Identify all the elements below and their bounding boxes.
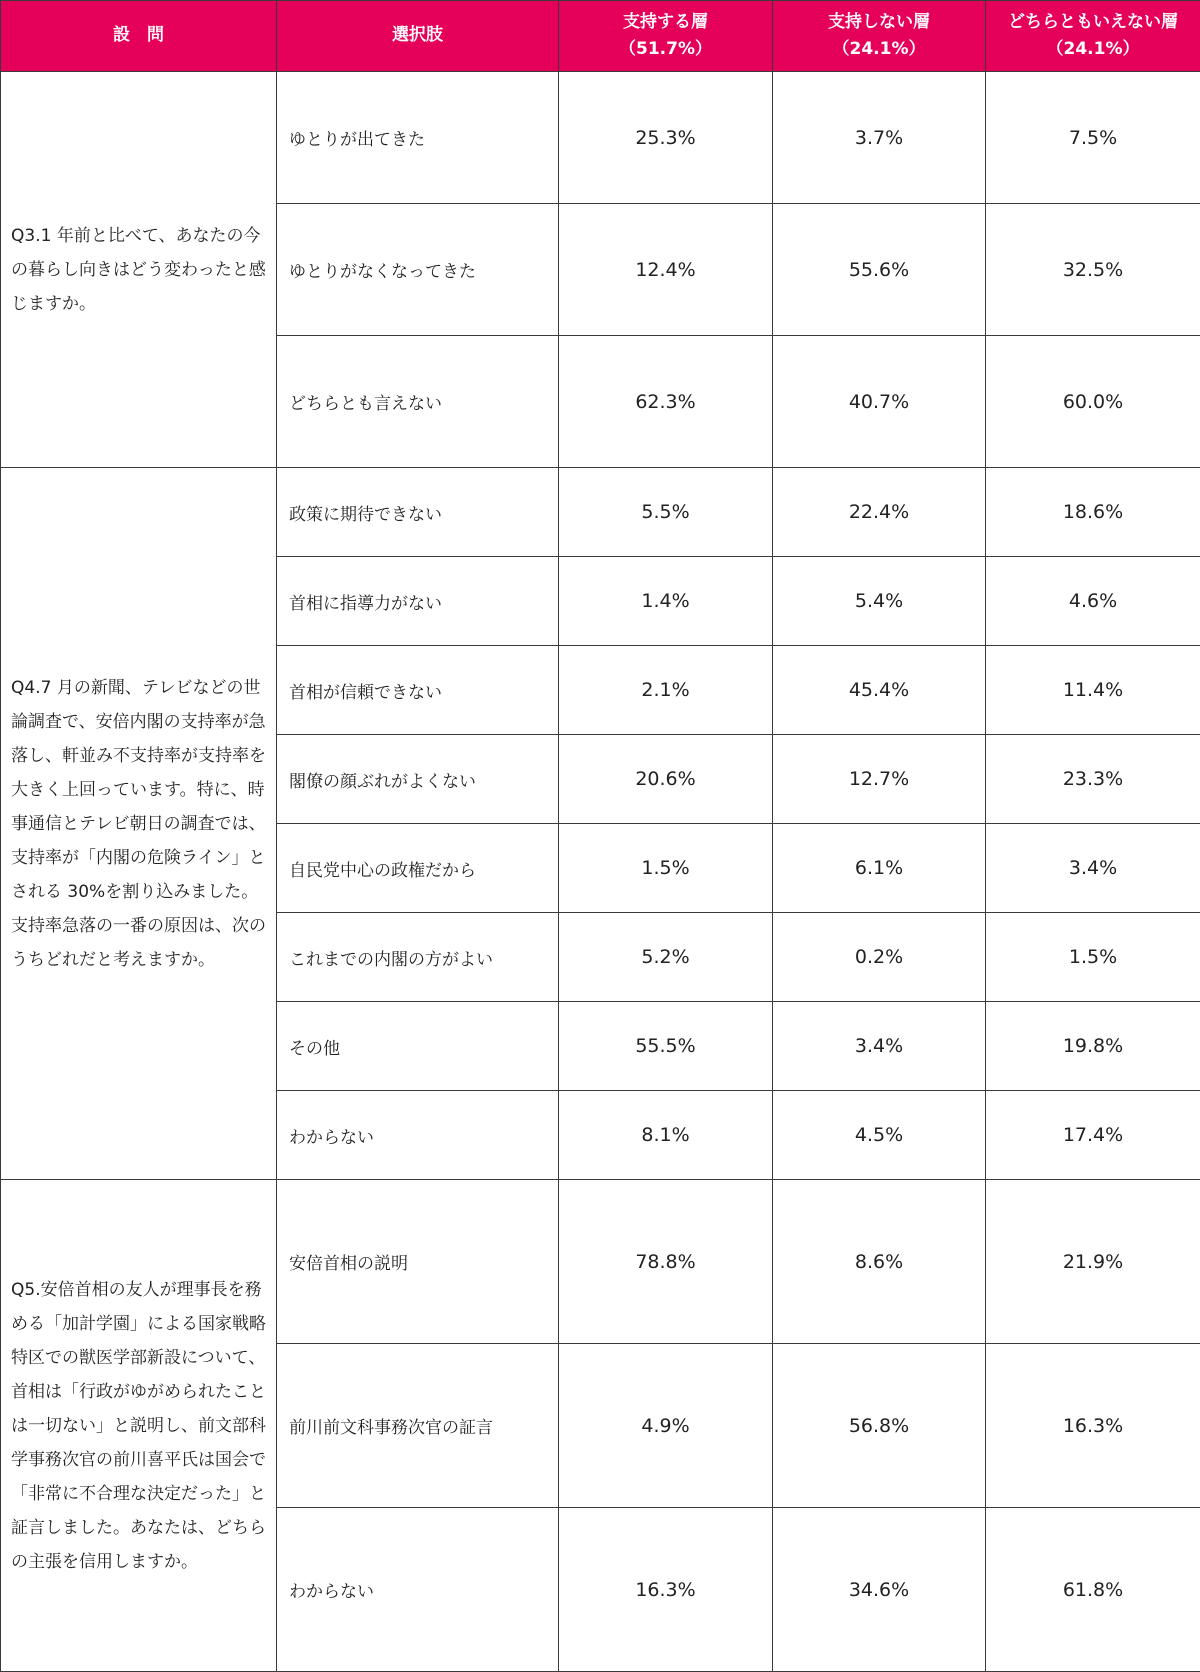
value-cell: 3.7%	[773, 72, 986, 204]
value-cell: 16.3%	[559, 1508, 773, 1672]
value-cell: 3.4%	[986, 824, 1200, 913]
choice-cell: 政策に期待できない	[277, 468, 559, 557]
table-row	[1, 468, 1200, 557]
value-cell: 4.5%	[773, 1091, 986, 1180]
value-cell: 0.2%	[773, 913, 986, 1002]
value-cell: 56.8%	[773, 1344, 986, 1508]
value-cell: 25.3%	[559, 72, 773, 204]
value-cell: 60.0%	[986, 336, 1200, 468]
value-cell: 55.5%	[559, 1002, 773, 1091]
value-cell: 8.6%	[773, 1180, 986, 1344]
choice-cell: わからない	[277, 1508, 559, 1672]
header-support	[559, 1, 773, 72]
header-neutral-label: どちらともいえない層	[1008, 11, 1178, 32]
value-cell: 19.8%	[986, 1002, 1200, 1091]
value-cell: 8.1%	[559, 1091, 773, 1180]
value-cell: 2.1%	[559, 646, 773, 735]
header-neutral	[986, 1, 1200, 72]
choice-cell: ゆとりが出てきた	[277, 72, 559, 204]
value-cell: 3.4%	[773, 1002, 986, 1091]
choice-cell: どちらとも言えない	[277, 336, 559, 468]
choice-cell: 首相が信頼できない	[277, 646, 559, 735]
table-row	[1, 72, 1200, 204]
value-cell: 20.6%	[559, 735, 773, 824]
header-nonsupport-pct: （24.1%）	[832, 39, 926, 59]
choice-cell: 安倍首相の説明	[277, 1180, 559, 1344]
value-cell: 1.5%	[559, 824, 773, 913]
value-cell: 22.4%	[773, 468, 986, 557]
value-cell: 6.1%	[773, 824, 986, 913]
value-cell: 55.6%	[773, 204, 986, 336]
choice-cell: わからない	[277, 1091, 559, 1180]
header-question: 設 問	[1, 1, 277, 72]
value-cell: 18.6%	[986, 468, 1200, 557]
value-cell: 17.4%	[986, 1091, 1200, 1180]
value-cell: 32.5%	[986, 204, 1200, 336]
header-nonsupport-label: 支持しない層	[828, 11, 930, 32]
value-cell: 11.4%	[986, 646, 1200, 735]
question-cell-q4: Q4.7 月の新聞、テレビなどの世論調査で、安倍内閣の支持率が急落し、軒並み不支持率が支持率を大きく上回っています。特に、時事通信とテレビ朝日の調査では、支持率が「内閣の危険ライン」とされる 30%を割り込みました。支持率急落の一番の原因は、次のうちどれだと考えますか。	[1, 468, 277, 1180]
value-cell: 5.5%	[559, 468, 773, 557]
choice-cell: 閣僚の顔ぶれがよくない	[277, 735, 559, 824]
value-cell: 1.5%	[986, 913, 1200, 1002]
table-row	[1, 1180, 1200, 1344]
header-neutral-pct: （24.1%）	[1046, 39, 1140, 59]
value-cell: 1.4%	[559, 557, 773, 646]
choice-cell: ゆとりがなくなってきた	[277, 204, 559, 336]
question-cell-q5: Q5.安倍首相の友人が理事長を務める「加計学園」による国家戦略特区での獣医学部新設について、首相は「行政がゆがめられたことは一切ない」と説明し、前文部科学事務次官の前川喜平氏は国会で「非常に不合理な決定だった」と証言しました。あなたは、どちらの主張を信用しますか。	[1, 1180, 277, 1672]
choice-cell: これまでの内閣の方がよい	[277, 913, 559, 1002]
value-cell: 12.4%	[559, 204, 773, 336]
value-cell: 4.6%	[986, 557, 1200, 646]
value-cell: 61.8%	[986, 1508, 1200, 1672]
value-cell: 21.9%	[986, 1180, 1200, 1344]
value-cell: 5.2%	[559, 913, 773, 1002]
value-cell: 16.3%	[986, 1344, 1200, 1508]
choice-cell: 首相に指導力がない	[277, 557, 559, 646]
value-cell: 34.6%	[773, 1508, 986, 1672]
value-cell: 23.3%	[986, 735, 1200, 824]
value-cell: 4.9%	[559, 1344, 773, 1508]
value-cell: 62.3%	[559, 336, 773, 468]
value-cell: 40.7%	[773, 336, 986, 468]
value-cell: 7.5%	[986, 72, 1200, 204]
question-cell-q3: Q3.1 年前と比べて、あなたの今の暮らし向きはどう変わったと感じますか。	[1, 72, 277, 468]
value-cell: 5.4%	[773, 557, 986, 646]
choice-cell: 前川前文科事務次官の証言	[277, 1344, 559, 1508]
header-support-label: 支持する層	[623, 11, 708, 32]
value-cell: 45.4%	[773, 646, 986, 735]
choice-cell: その他	[277, 1002, 559, 1091]
value-cell: 12.7%	[773, 735, 986, 824]
header-choice: 選択肢	[277, 1, 559, 72]
value-cell: 78.8%	[559, 1180, 773, 1344]
header-support-pct: （51.7%）	[619, 39, 712, 59]
choice-cell: 自民党中心の政権だから	[277, 824, 559, 913]
header-nonsupport	[773, 1, 986, 72]
header-row	[1, 1, 1200, 72]
